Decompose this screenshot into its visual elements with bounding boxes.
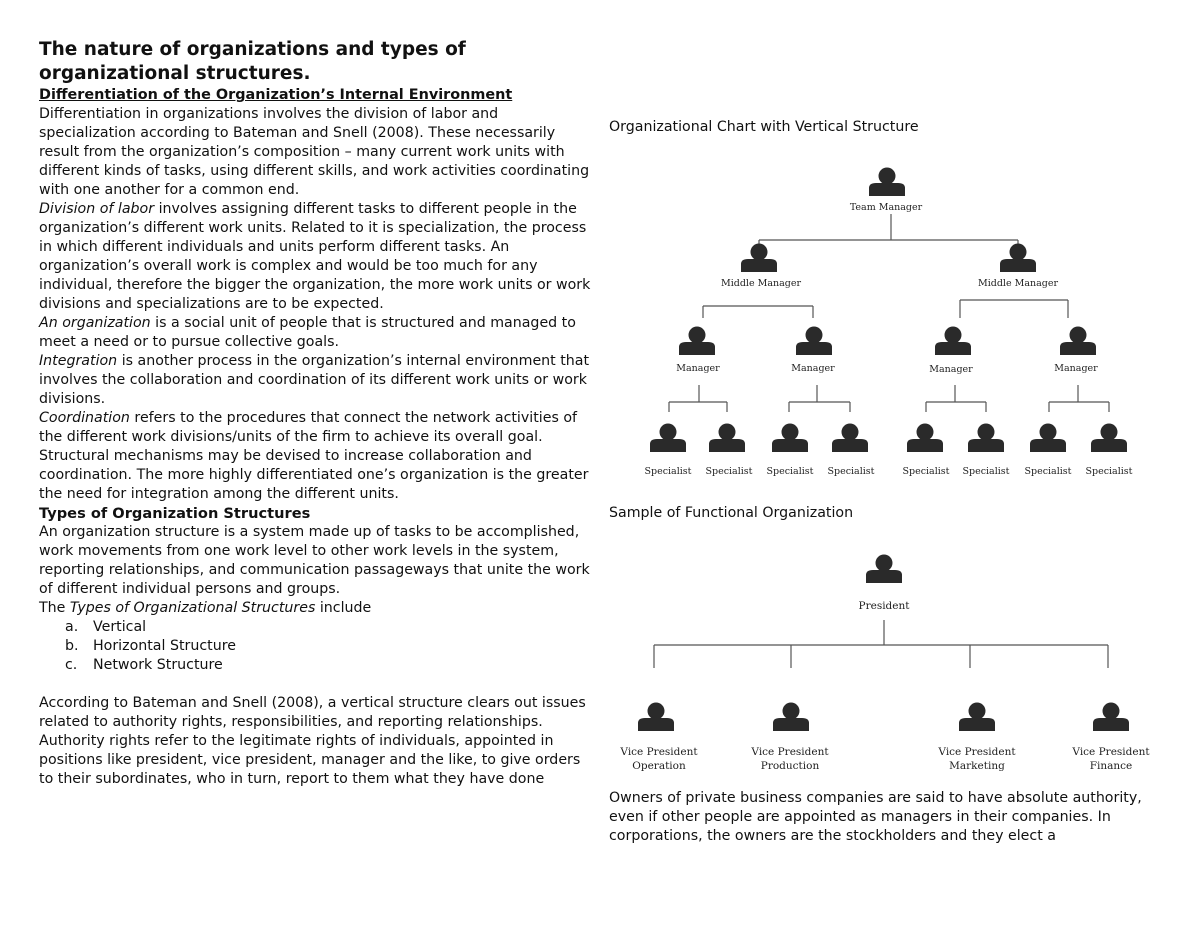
- term-integration: Integration: [39, 353, 118, 369]
- node-label-vp-line2: Finance: [1089, 760, 1133, 772]
- paragraph-owners: Owners of private business companies are said to have absolute authority, even if other people are appointed as managers in their companies. In corporations, the owners are the stockholders and they elect a: [609, 790, 1142, 844]
- node-label-specialist: Specialist: [705, 466, 753, 477]
- node-label-team-manager: Team Manager: [849, 202, 923, 213]
- node-label-specialist: Specialist: [827, 466, 875, 477]
- functional-chart-labels: [619, 600, 1150, 772]
- term-coordination: Coordination: [39, 410, 130, 426]
- list-item-label: Network Structure: [93, 657, 223, 673]
- term-division-of-labor: Division of labor: [39, 201, 155, 217]
- node-label-vp-line2: Production: [760, 760, 820, 772]
- paragraph-text: is a social unit of people that is structured and managed to meet a need or to pursue collective goals.: [39, 315, 576, 350]
- person-icon: [796, 327, 832, 356]
- person-icon: [869, 168, 905, 197]
- node-label-specialist: Specialist: [962, 466, 1010, 477]
- person-icon: [638, 703, 674, 732]
- node-label-manager: Manager: [676, 363, 720, 374]
- node-label-vp-line2: Operation: [632, 760, 686, 772]
- page-title: The nature of organizations and types of organizational structures.: [39, 39, 466, 84]
- node-label-specialist: Specialist: [1024, 466, 1072, 477]
- node-label-vp-line1: Vice President: [620, 746, 698, 758]
- person-icon: [709, 424, 745, 453]
- person-icon: [1030, 424, 1066, 453]
- section-heading-differentiation: Differentiation of the Organization’s Internal Environment: [39, 87, 513, 103]
- paragraph-text: is another process in the organization’s internal environment that involves the collaboration and coordination of its different work units or work divisions.: [39, 353, 590, 407]
- paragraph-differentiation: Differentiation in organizations involves the division of labor and specialization according to Bateman and Snell (2008). These necessarily result from the organization’s composition – many current work units with different kinds of tasks, using different skills, and work activities coordinating with one another for a common end.: [39, 106, 590, 198]
- term-organization: An organization: [39, 315, 151, 331]
- text-prefix: The: [39, 600, 70, 616]
- node-label-specialist: Specialist: [644, 466, 692, 477]
- node-label-specialist: Specialist: [1085, 466, 1133, 477]
- list-marker: b.: [65, 638, 79, 654]
- vertical-org-chart: [669, 214, 1109, 412]
- node-label-manager: Manager: [791, 363, 835, 374]
- person-icon: [773, 703, 809, 732]
- paragraph-text: refers to the procedures that connect the network activities of the different work divisions/units of the firm to achieve its overall goal. Structural mechanisms may be devised to increase collaboration and coordination. The more highly differentiated one’s organization is the greater the need for integration among the different units.: [39, 410, 589, 502]
- person-icon: [935, 327, 971, 356]
- node-label-vp-line2: Marketing: [949, 760, 1005, 772]
- person-icon: [1093, 703, 1129, 732]
- chart-caption-vertical: Organizational Chart with Vertical Structure: [609, 119, 919, 135]
- node-label-president: President: [858, 600, 910, 612]
- paragraph-structure-definition: An organization structure is a system made up of tasks to be accomplished, work movements from one work level to other work levels in the system, reporting relationships, and communication passageways that unite the work of different individual persons and groups.: [39, 524, 590, 597]
- paragraph-text: involves assigning different tasks to different people in the organization’s different work units. Related to it is specialization, the process in which different individuals and units perform different tasks. An organization’s overall work is complex and would be too much for any individual, therefore the bigger the organization, the more work units or work divisions and specializations are to be expected.: [39, 201, 591, 312]
- node-label-vp-line1: Vice President: [751, 746, 829, 758]
- node-label-manager: Manager: [929, 364, 973, 375]
- person-icon: [1060, 327, 1096, 356]
- node-label-manager: Manager: [1054, 363, 1098, 374]
- person-icon: [679, 327, 715, 356]
- person-icon: [1091, 424, 1127, 453]
- list-item-label: Vertical: [93, 619, 147, 635]
- chart-caption-functional: Sample of Functional Organization: [609, 505, 854, 521]
- list-marker: a.: [65, 619, 79, 635]
- term-types: Types of Organizational Structures: [69, 600, 316, 616]
- person-icon: [959, 703, 995, 732]
- list-item-label: Horizontal Structure: [93, 638, 236, 654]
- person-icon: [741, 244, 777, 273]
- person-icon: [650, 424, 686, 453]
- section-heading-types: Types of Organization Structures: [39, 505, 311, 522]
- functional-org-chart: [654, 620, 1108, 668]
- node-label-vp-line1: Vice President: [938, 746, 1016, 758]
- person-icon: [772, 424, 808, 453]
- person-icon: [832, 424, 868, 453]
- person-icon: [1000, 244, 1036, 273]
- list-marker: c.: [65, 657, 78, 673]
- paragraph-vertical-structure: According to Bateman and Snell (2008), a vertical structure clears out issues related to authority rights, responsibilities, and reporting relationships. Authority rights refer to the legitimate rights of individuals, appointed in positions like president, vice president, manager and the like, to give orders to their subordinates, who in turn, report to them what they have done: [39, 695, 586, 787]
- person-icon: [866, 555, 902, 584]
- text-suffix: include: [315, 600, 372, 616]
- person-icon: [907, 424, 943, 453]
- node-label-middle-manager: Middle Manager: [977, 278, 1059, 289]
- node-label-vp-line1: Vice President: [1072, 746, 1150, 758]
- person-icon: [968, 424, 1004, 453]
- vertical-chart-labels: [644, 202, 1132, 477]
- node-label-specialist: Specialist: [766, 466, 814, 477]
- node-label-middle-manager: Middle Manager: [720, 278, 802, 289]
- node-label-specialist: Specialist: [902, 466, 950, 477]
